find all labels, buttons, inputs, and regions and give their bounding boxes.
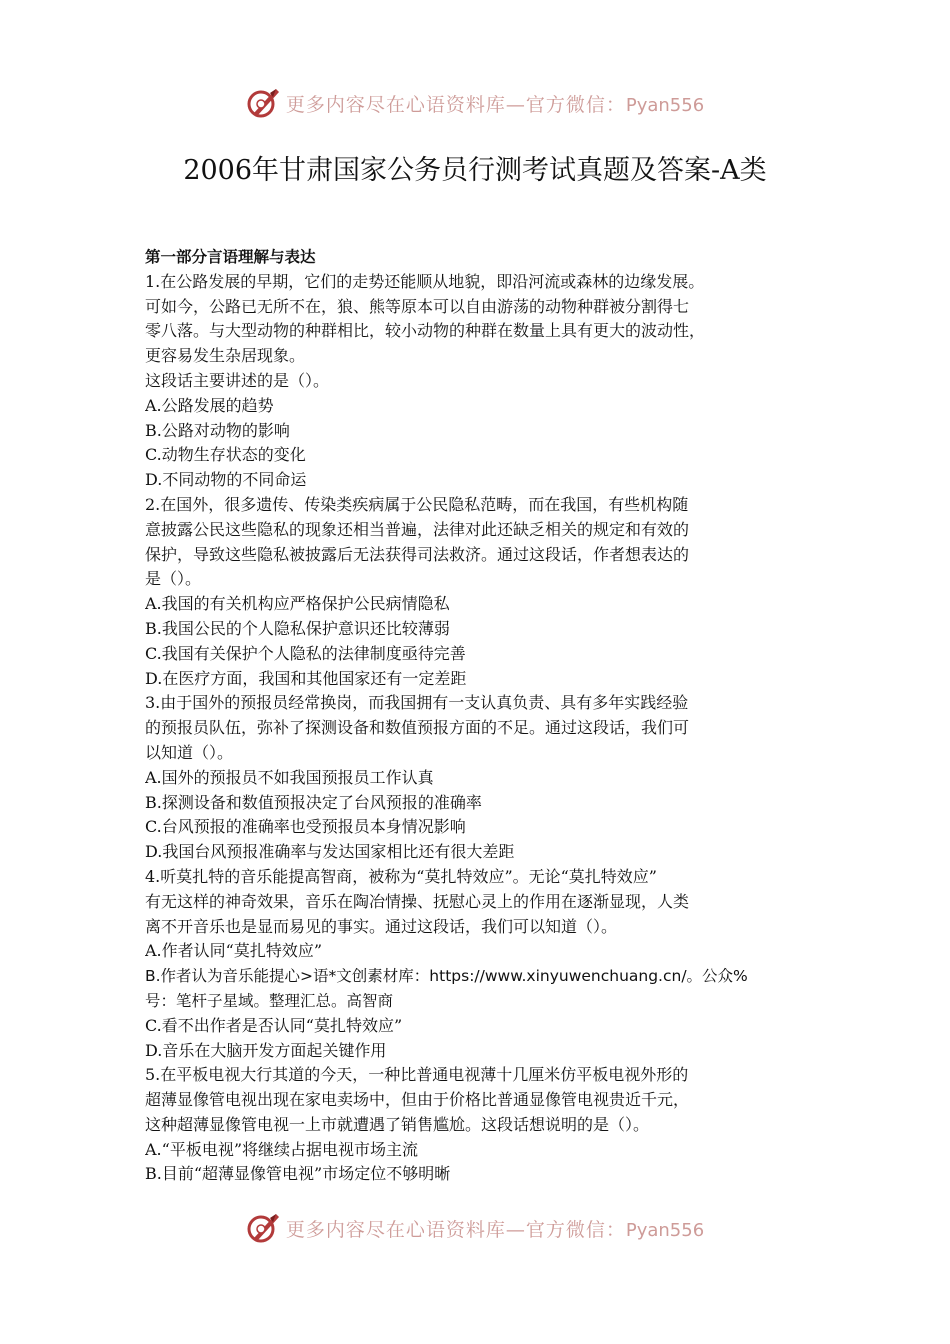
section-heading: 第一部分言语理解与表达	[145, 248, 316, 266]
text-line: 的预报员队伍，弥补了探测设备和数值预报方面的不足。通过这段话，我们可	[145, 718, 690, 738]
text-line: 零八落。与大型动物的种群相比，较小动物的种群在数量上具有更大的波动性，	[145, 321, 706, 341]
option-line: C.看不出作者是否认同“莫扎特效应”	[145, 1015, 403, 1035]
text-line: 有无这样的神奇效果，音乐在陶冶情操、抚慰心灵上的作用在逐渐显现，人类	[145, 891, 690, 911]
inserted-promo-line: 号：笔杆子星域。整理汇总。高智商	[145, 991, 394, 1010]
text-line: 这段话主要讲述的是（）。	[145, 370, 330, 390]
option-line: B.公路对动物的影响	[145, 420, 290, 440]
footer-watermark-banner	[0, 1206, 950, 1250]
option-line: B.目前“超薄显像管电视”市场定位不够明晰	[145, 1164, 451, 1184]
text-line: 更容易发生杂居现象。	[145, 346, 306, 366]
option-line: B.探测设备和数值预报决定了台风预报的准确率	[145, 792, 482, 812]
option-line: D.不同动物的不同命运	[145, 470, 307, 490]
text-line: 离不开音乐也是显而易见的事实。通过这段话，我们可以知道（）。	[145, 916, 618, 936]
text-line: 意披露公民这些隐私的现象还相当普遍，法律对此还缺乏相关的规定和有效的	[145, 519, 690, 539]
text-line: 保护，导致这些隐私被披露后无法获得司法救济。通过这段话，作者想表达的	[145, 544, 690, 564]
quill-logo-icon	[246, 1210, 282, 1246]
option-line: C.动物生存状态的变化	[145, 445, 306, 465]
document-title: 2006年甘肃国家公务员行测考试真题及答案-A类	[183, 155, 767, 186]
option-line: A.作者认同“莫扎特效应”	[145, 941, 323, 961]
text-line: 可如今，公路已无所不在，狼、熊等原本可以自由游荡的动物种群被分割得七	[145, 296, 690, 316]
option-line: A.“平板电视”将继续占据电视市场主流	[145, 1139, 419, 1159]
option-line: B.我国公民的个人隐私保护意识还比较薄弱	[145, 618, 450, 638]
option-line: A.公路发展的趋势	[145, 395, 274, 415]
option-line: A.我国的有关机构应严格保护公民病情隐私	[145, 594, 450, 614]
quill-logo-icon	[246, 85, 282, 121]
text-line: 超薄显像管电视出现在家电卖场中，但由于价格比普通显像管电视贵近千元，	[145, 1090, 690, 1110]
wechat-id: Pyan556	[625, 94, 705, 116]
option-line: A.国外的预报员不如我国预报员工作认真	[145, 767, 434, 787]
banner-text: 更多内容尽在心语资料库—官方微信：Pyan556	[285, 1218, 705, 1241]
text-line: 1.在公路发展的早期，它们的走势还能顺从地貌，即沿河流或森林的边缘发展。	[145, 271, 705, 291]
option-line: C.台风预报的准确率也受预报员本身情况影响	[145, 817, 466, 837]
wechat-id: Pyan556	[625, 1219, 705, 1241]
text-line: 3.由于国外的预报员经常换岗，而我国拥有一支认真负责、具有多年实践经验	[145, 693, 689, 713]
header-watermark-banner	[0, 81, 950, 125]
text-line: 2.在国外，很多遗传、传染类疾病属于公民隐私范畴，而在我国，有些机构随	[145, 494, 689, 514]
text-line: 以知道（）。	[145, 742, 234, 762]
option-line: D.我国台风预报准确率与发达国家相比还有很大差距	[145, 842, 515, 862]
inserted-promo-line: B.作者认为音乐能提心>语*文创素材库：https://www.xinyuwenchuang.cn/。公众%	[145, 967, 748, 986]
text-line: 是（）。	[145, 569, 202, 589]
option-line: D.音乐在大脑开发方面起关键作用	[145, 1040, 387, 1060]
text-line: 4.听莫扎特的音乐能提高智商，被称为“莫扎特效应”。无论“莫扎特效应”	[145, 866, 657, 886]
document-body	[145, 245, 815, 1187]
text-line: 这种超薄显像管电视一上市就遭遇了销售尴尬。这段话想说明的是（）。	[145, 1114, 650, 1134]
option-line: D.在医疗方面，我国和其他国家还有一定差距	[145, 668, 467, 688]
text-line: 5.在平板电视大行其道的今天，一种比普通电视薄十几厘米仿平板电视外形的	[145, 1065, 689, 1085]
banner-text: 更多内容尽在心语资料库—官方微信：Pyan556	[285, 93, 705, 116]
option-line: C.我国有关保护个人隐私的法律制度亟待完善	[145, 643, 466, 663]
